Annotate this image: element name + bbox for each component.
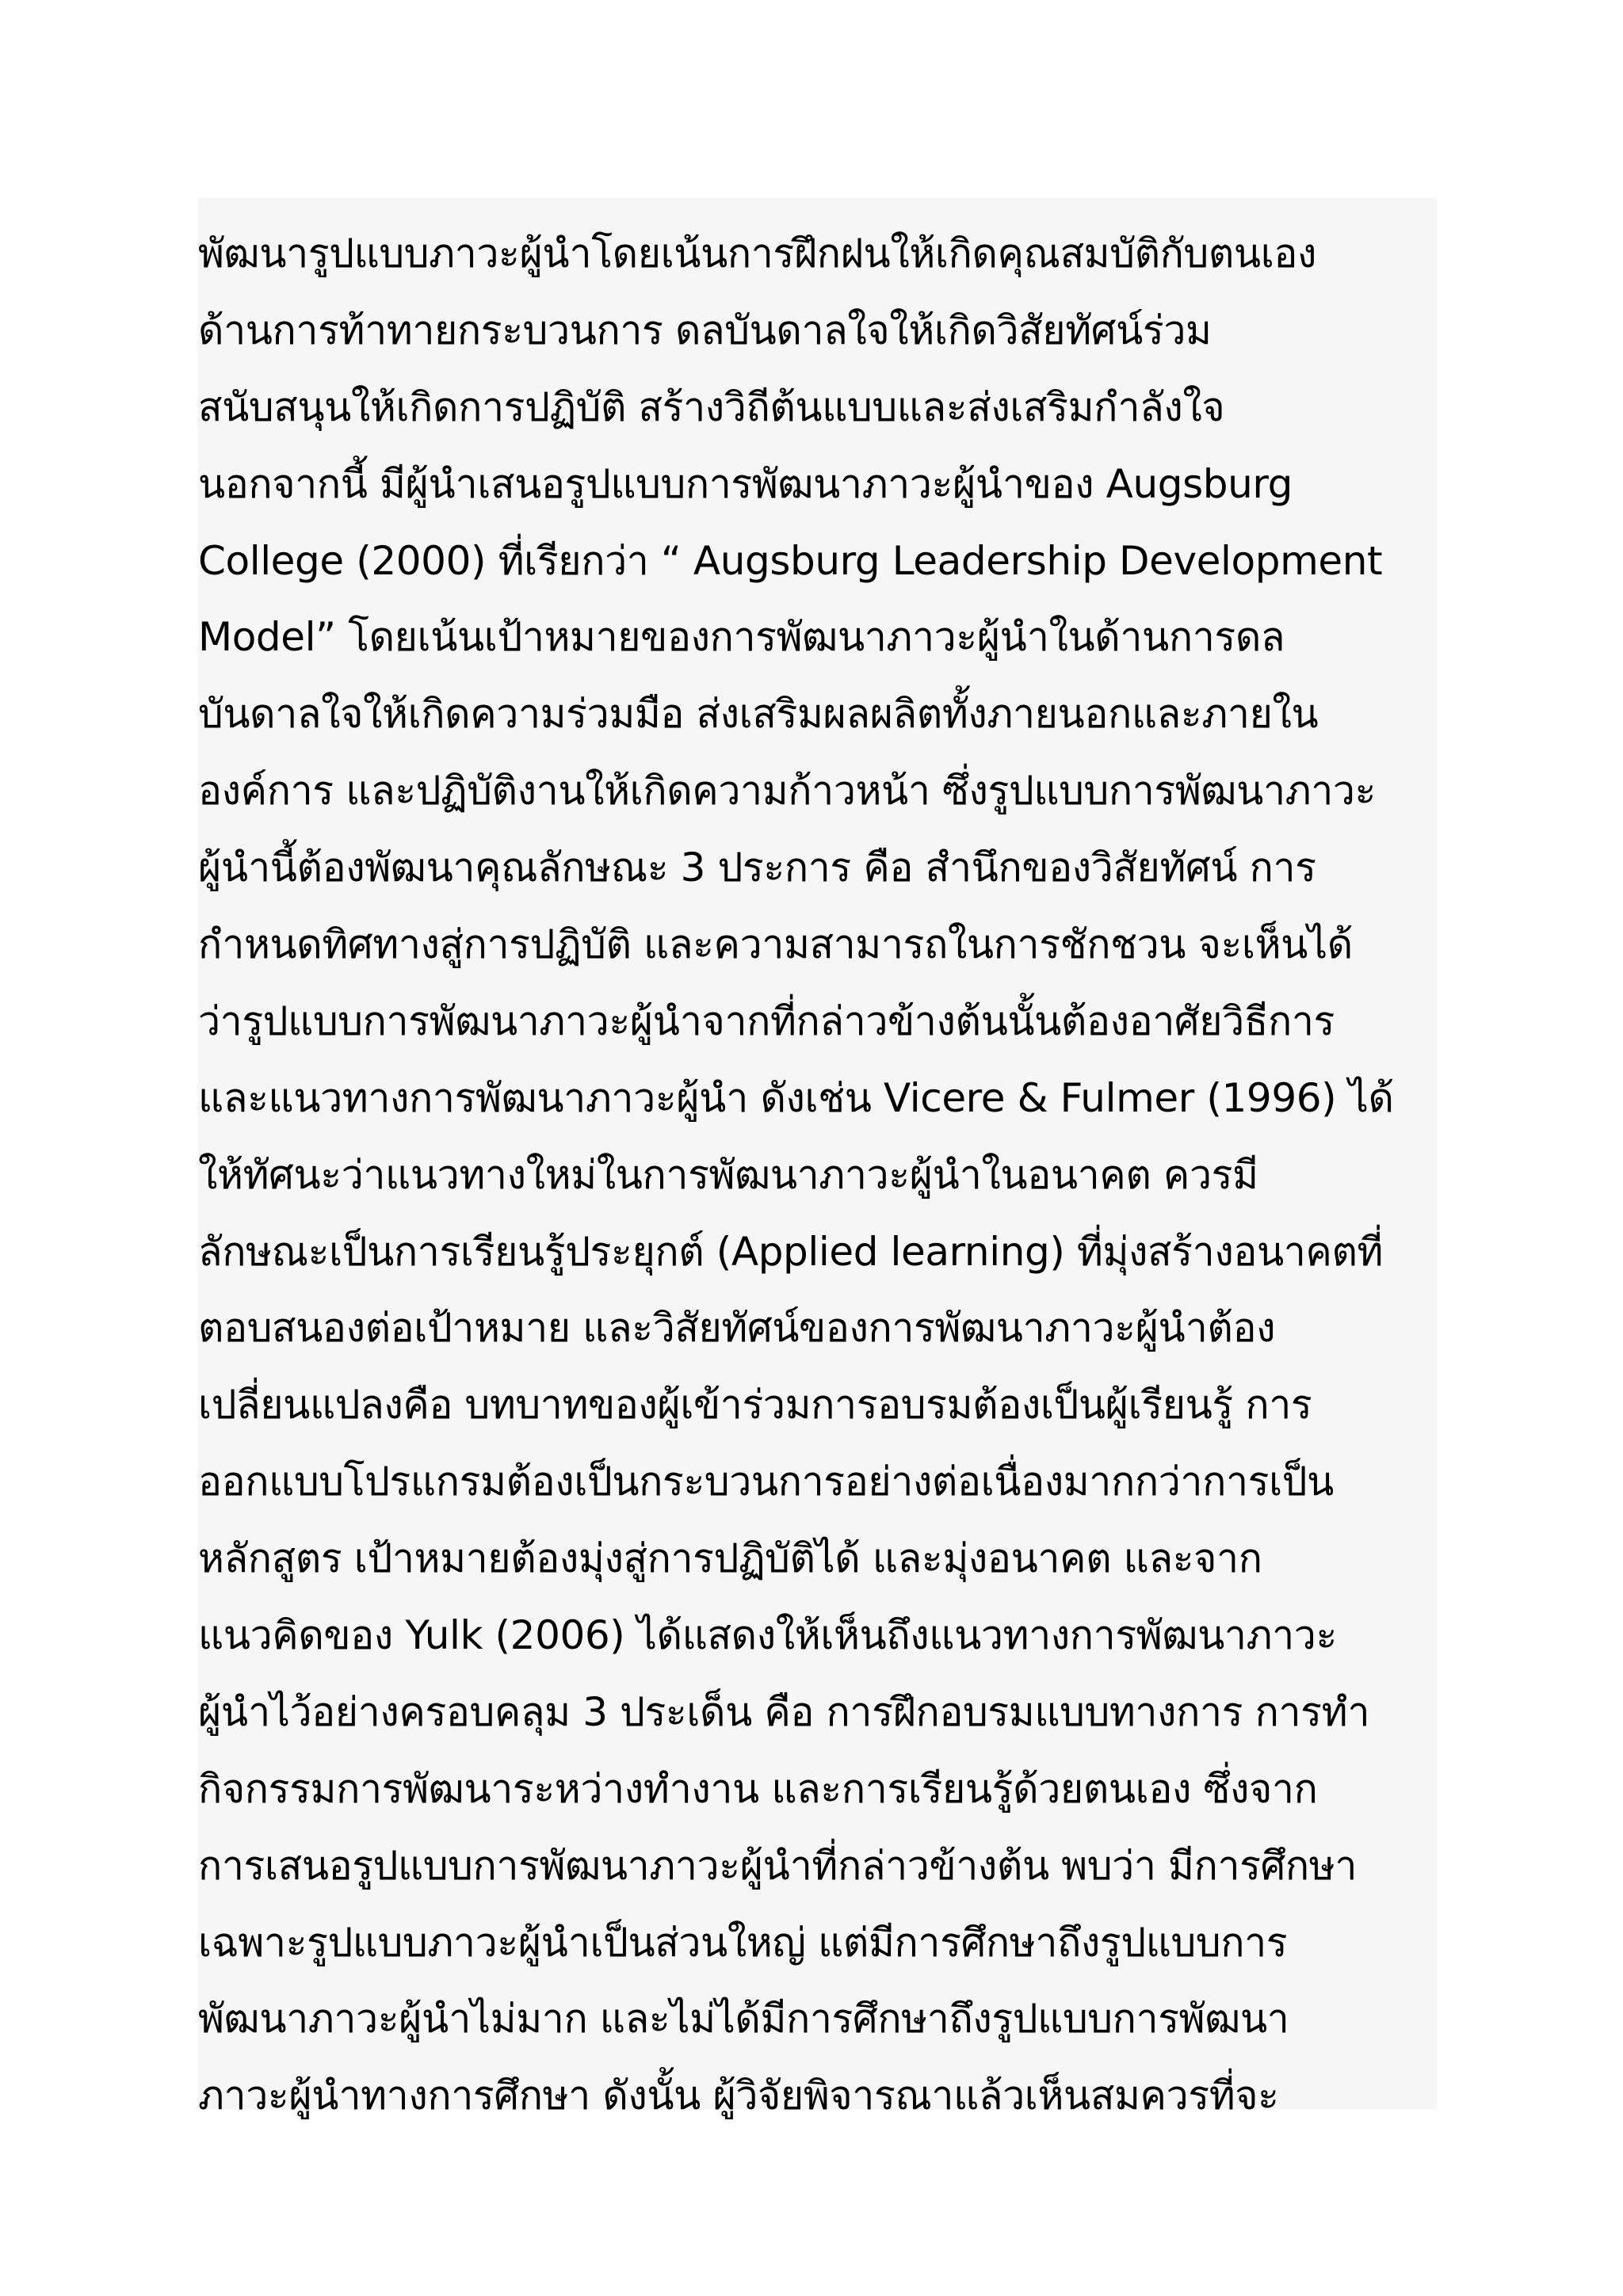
text-line-9: ผู้นำนี้ต้องพัฒนาคุณลักษณะ 3 ประการ คือ สำนึกของวิสัยทัศน์ การ bbox=[198, 845, 1316, 891]
text-line-8: องค์การ และปฏิบัติงานให้เกิดความก้าวหน้า ซึ่งรูปแบบการพัฒนาภาวะ bbox=[198, 768, 1376, 814]
text-line-12: และแนวทางการพัฒนาภาวะผู้นำ ดังเช่น Vicere & Fulmer (1996) ได้ bbox=[198, 1074, 1394, 1121]
text-line-16: เปลี่ยนแปลงคือ บทบาทของผู้เข้าร่วมการอบรมต้องเป็นผู้เรียนรู้ การ bbox=[198, 1382, 1312, 1428]
text-line-11: ว่ารูปแบบการพัฒนาภาวะผู้นำจากที่กล่าวข้างต้นนั้นต้องอาศัยวิธีการ bbox=[198, 997, 1335, 1044]
text-line-19: แนวคิดของ Yulk (2006) ได้แสดงให้เห็นถึงแนวทางการพัฒนาภาวะ bbox=[198, 1612, 1337, 1659]
text-line-21: กิจกรรมการพัฒนาระหว่างทำงาน และการเรียนรู้ด้วยตนเอง ซึ่งจาก bbox=[198, 1765, 1318, 1812]
text-line-1: พัฒนารูปแบบภาวะผู้นำโดยเน้นการฝึกฝนให้เกิดคุณสมบัติกับตนเอง bbox=[198, 231, 1317, 277]
text-line-22: การเสนอรูปแบบการพัฒนาภาวะผู้นำที่กล่าวข้างต้น พบว่า มีการศึกษา bbox=[198, 1842, 1358, 1889]
text-line-10: กำหนดทิศทางสู่การปฏิบัติ และความสามารถในการชักชวน จะเห็นได้ bbox=[198, 921, 1353, 968]
text-line-13: ให้ทัศนะว่าแนวทางใหม่ในการพัฒนาภาวะผู้นำในอนาคต ควรมี bbox=[198, 1151, 1258, 1198]
text-line-18: หลักสูตร เป้าหมายต้องมุ่งสู่การปฏิบัติได้ และมุ่งอนาคต และจาก bbox=[198, 1535, 1262, 1582]
text-line-7: บันดาลใจให้เกิดความร่วมมือ ส่งเสริมผลผลิตทั้งภายนอกและภายใน bbox=[198, 691, 1319, 738]
text-line-17: ออกแบบโปรแกรมต้องเป็นกระบวนการอย่างต่อเนื่องมากกว่าการเป็น bbox=[198, 1459, 1334, 1505]
text-line-15: ตอบสนองต่อเป้าหมาย และวิสัยทัศน์ของการพัฒนาภาวะผู้นำต้อง bbox=[198, 1305, 1276, 1352]
text-line-2: ด้านการท้าทายกระบวนการ ดลบันดาลใจให้เกิดวิสัยทัศน์ร่วม bbox=[198, 307, 1212, 353]
text-line-24: พัฒนาภาวะผู้นำไม่มาก และไม่ได้มีการศึกษาถึงรูปแบบการพัฒนา bbox=[198, 1996, 1289, 2042]
text-line-4: นอกจากนี้ มีผู้นำเสนอรูปแบบการพัฒนาภาวะผู้นำของ Augsburg bbox=[198, 460, 1293, 507]
body-text-block bbox=[198, 198, 1437, 2119]
text-line-25: ภาวะผู้นำทางการศึกษา ดังนั้น ผู้วิจัยพิจารณาแล้วเห็นสมควรที่จะ bbox=[198, 2073, 1279, 2119]
text-line-23: เฉพาะรูปแบบภาวะผู้นำเป็นส่วนใหญ่ แต่มีการศึกษาถึงรูปแบบการ bbox=[198, 1919, 1288, 1966]
text-line-3: สนับสนุนให้เกิดการปฏิบัติ สร้างวิถีต้นแบบและส่งเสริมกำลังใจ bbox=[198, 383, 1225, 430]
text-line-5: College (2000) ที่เรียกว่า “ Augsburg Leadership Development bbox=[198, 537, 1383, 584]
text-line-14: ลักษณะเป็นการเรียนรู้ประยุกต์ (Applied learning) ที่มุ่งสร้างอนาคตที่ bbox=[198, 1228, 1384, 1275]
text-line-6: Model” โดยเน้นเป้าหมายของการพัฒนาภาวะผู้นำในด้านการดล bbox=[198, 614, 1285, 661]
text-line-20: ผู้นำไว้อย่างครอบคลุม 3 ประเด็น คือ การฝึกอบรมแบบทางการ การทำ bbox=[198, 1688, 1370, 1735]
